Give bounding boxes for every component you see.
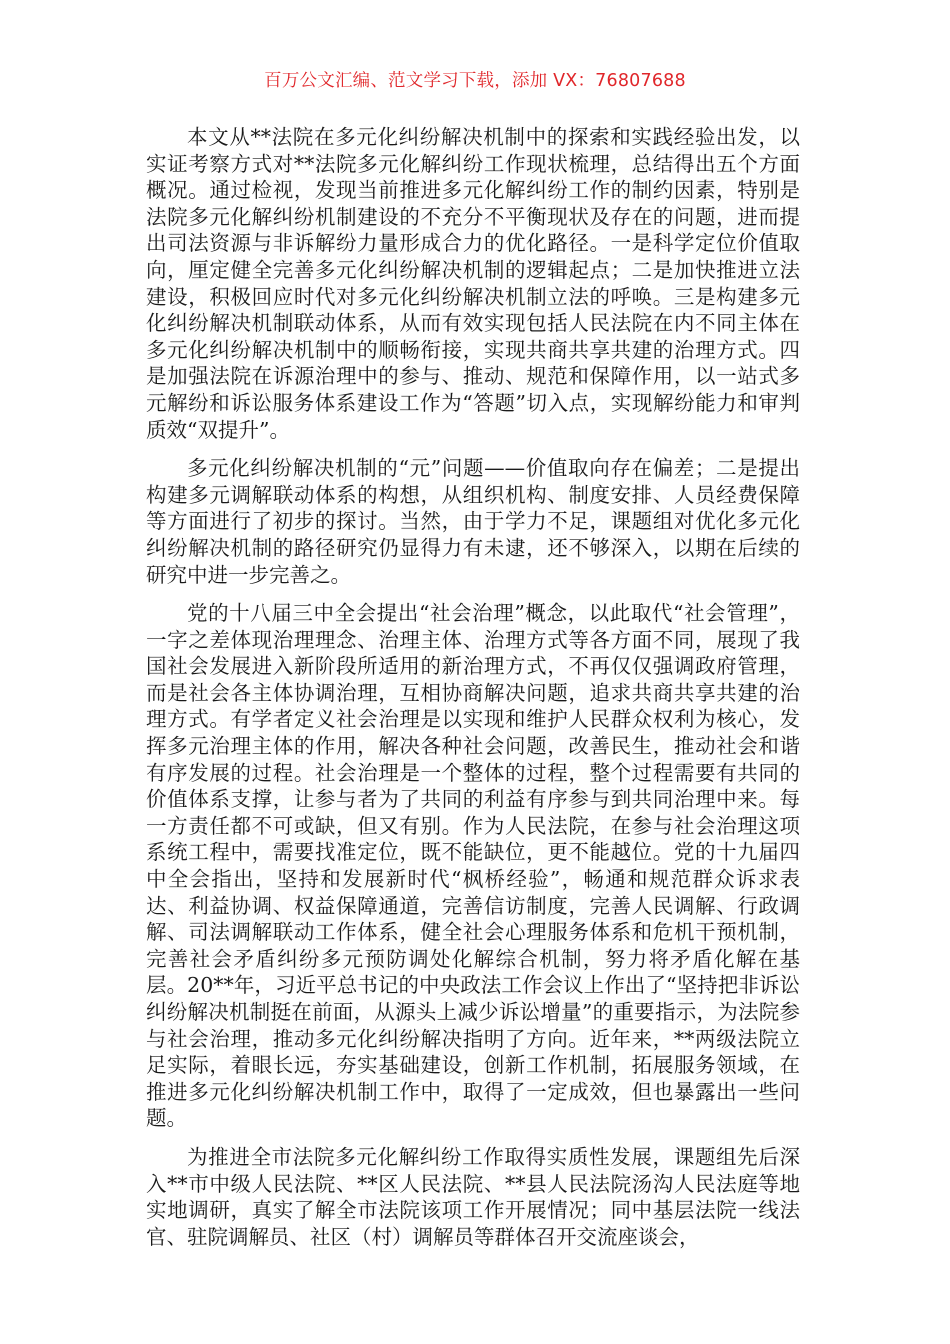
document-body (146, 124, 800, 1262)
paragraph-3: 党的十八届三中全会提出“社会治理”概念，以此取代“社会管理”，一字之差体现治理理念、治理主体、治理方式等各方面不同，展现了我国社会发展进入新阶段所适用的新治理方式，不再仅仅强调政府管理，而是社会各主体协调治理，互相协商解决问题，追求共商共享共建的治理方式。有学者定义社会治理是以实现和维护人民群众权利为核心，发挥多元治理主体的作用，解决各种社会问题，改善民生，推动社会和谐有序发展的过程。社会治理是一个整体的过程，整个过程需要有共同的价值体系支撑，让参与者为了共同的利益有序参与到共同治理中来。每一方责任都不可或缺，但又有别。作为人民法院，在参与社会治理这项系统工程中，需要找准定位，既不能缺位，更不能越位。党的十九届四中全会指出，坚持和发展新时代“枫桥经验”，畅通和规范群众诉求表达、利益协调、权益保障通道，完善信访制度，完善人民调解、行政调解、司法调解联动工作体系，健全社会心理服务体系和危机干预机制，完善社会矛盾纠纷多元预防调处化解综合机制，努力将矛盾化解在基层。20**年，习近平总书记的中央政法工作会议上作出了“坚持把非诉讼纠纷解决机制挺在前面，从源头上减少诉讼增量”的重要指示，为法院参与社会治理，推动多元化纠纷解决指明了方向。近年来，**两级法院立足实际，着眼长远，夯实基础建设，创新工作机制，拓展服务领域，在推进多元化纠纷解决机制工作中，取得了一定成效，但也暴露出一些问题。 (146, 601, 800, 1131)
paragraph-1: 本文从**法院在多元化纠纷解决机制中的探索和实践经验出发，以实证考察方式对**法院多元化解纠纷工作现状梳理，总结得出五个方面概况。通过检视，发现当前推进多元化解纠纷工作的制约因素，特别是法院多元化解纠纷机制建设的不充分不平衡现状及存在的问题，进而提出司法资源与非诉解纷力量形成合力的优化路径。一是科学定位价值取向，厘定健全完善多元化纠纷解决机制的逻辑起点；二是加快推进立法建设，积极回应时代对多元化纠纷解决机制立法的呼唤。三是构建多元化纠纷解决机制联动体系，从而有效实现包括人民法院在内不同主体在多元化纠纷解决机制中的顺畅衔接，实现共商共享共建的治理方式。四是加强法院在诉源治理中的参与、推动、规范和保障作用，以一站式多元解纷和诉讼服务体系建设工作为“答题”切入点，实现解纷能力和审判质效“双提升”。 (146, 125, 800, 442)
watermark-banner: 百万公文汇编、范文学习下载，添加 VX：76807688 (264, 71, 686, 91)
paragraph-4: 为推进全市法院多元化解纠纷工作取得实质性发展，课题组先后深入**市中级人民法院、**区人民法院、**县人民法院汤沟人民法庭等地实地调研，真实了解全市法院该项工作开展情况；同中基层法院一线法官、驻院调解员、社区（村）调解员等群体召开交流座谈会， (146, 1144, 800, 1249)
paragraph-2: 多元化纠纷解决机制的“元”问题——价值取向存在偏差；二是提出构建多元调解联动体系的构想，从组织机构、制度安排、人员经费保障等方面进行了初步的探讨。当然，由于学力不足，课题组对优化多元化纠纷解决机制的路径研究仍显得力有未逮，还不够深入，以期在后续的研究中进一步完善之。 (146, 456, 800, 587)
